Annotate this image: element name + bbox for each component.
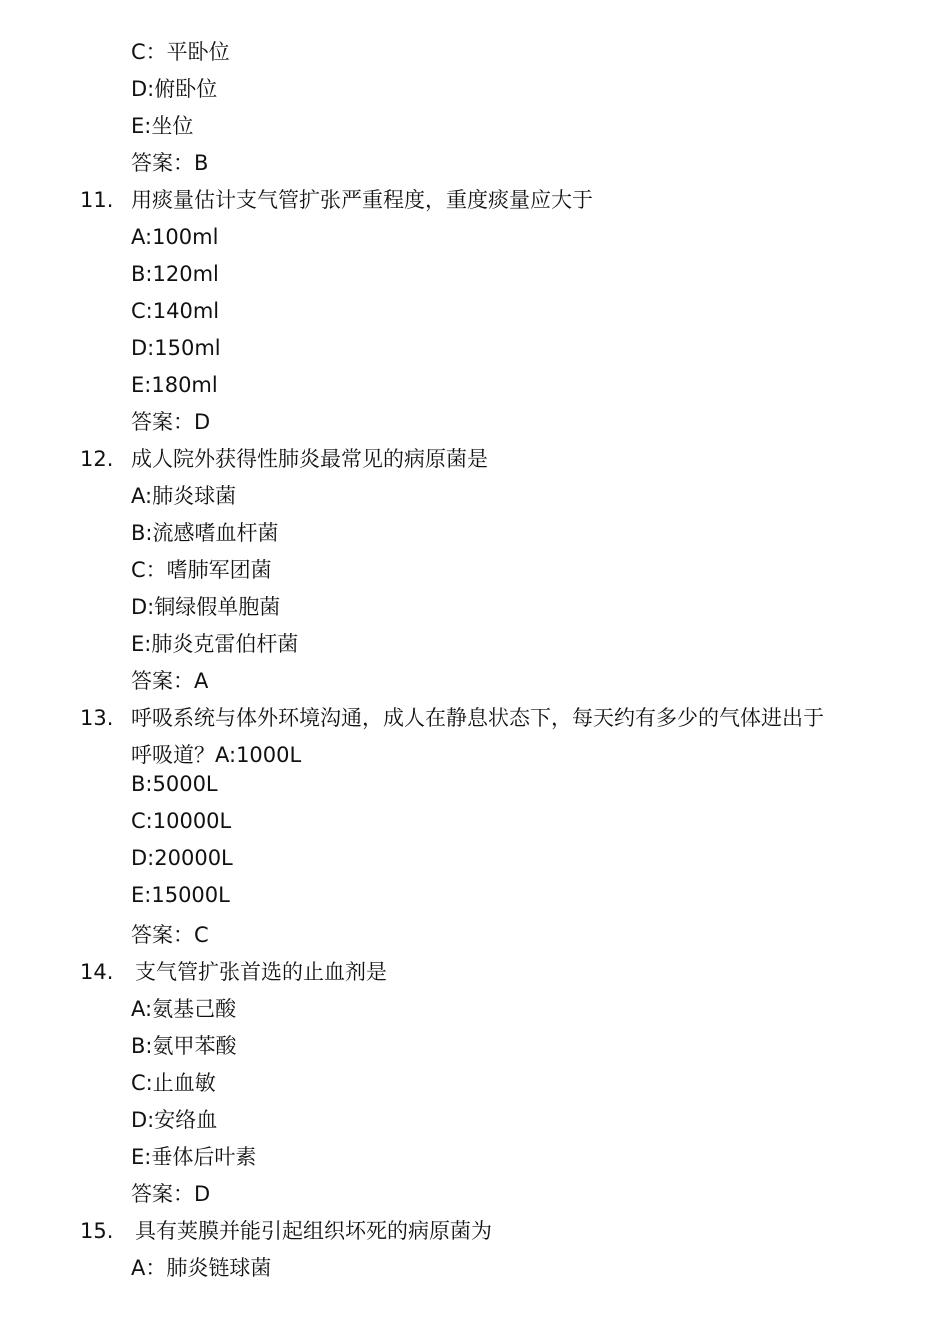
question-text: 用痰量估计支气管扩张严重程度，重度痰量应大于 [131,188,593,212]
answer: 答案：A [131,669,209,693]
option-d: D:20000L [131,846,233,870]
option-e: E:180ml [131,373,218,397]
option-a: A:100ml [131,225,219,249]
option-d: D:150ml [131,336,221,360]
question-number: 14. [80,960,114,984]
question-number: 12. [80,447,114,471]
option-b: B:5000L [131,772,218,796]
option-e: E:垂体后叶素 [131,1145,257,1169]
option-d: D:安络血 [131,1108,218,1132]
answer: 答案：D [131,1182,211,1206]
option-c: C:10000L [131,809,232,833]
option-a: A：肺炎链球菌 [131,1256,272,1280]
answer: 答案：C [131,923,209,947]
question-text: 支气管扩张首选的止血剂是 [135,960,387,984]
option-d: D:俯卧位 [131,77,218,101]
option-c: C:止血敏 [131,1071,216,1095]
answer: 答案：D [131,410,211,434]
option-c: C：平卧位 [131,40,230,64]
answer: 答案：B [131,151,209,175]
question-text: 成人院外获得性肺炎最常见的病原菌是 [131,447,488,471]
option-b: B:流感嗜血杆菌 [131,521,279,545]
question-number: 13. [80,706,114,730]
option-d: D:铜绿假单胞菌 [131,595,281,619]
question-number: 11. [80,188,114,212]
option-b: B:氨甲苯酸 [131,1034,237,1058]
question-number: 15. [80,1219,114,1243]
question-text-continued: 呼吸道？A:1000L [131,743,302,767]
option-e: E:肺炎克雷伯杆菌 [131,632,299,656]
question-text: 呼吸系统与体外环境沟通，成人在静息状态下，每天约有多少的气体进出于 [131,706,824,730]
option-e: E:坐位 [131,114,194,138]
option-a: A:肺炎球菌 [131,484,237,508]
option-c: C:140ml [131,299,220,323]
option-b: B:120ml [131,262,219,286]
question-text: 具有荚膜并能引起组织坏死的病原菌为 [135,1219,492,1243]
option-e: E:15000L [131,883,230,907]
option-a: A:氨基己酸 [131,997,237,1021]
option-c: C：嗜肺军团菌 [131,558,272,582]
